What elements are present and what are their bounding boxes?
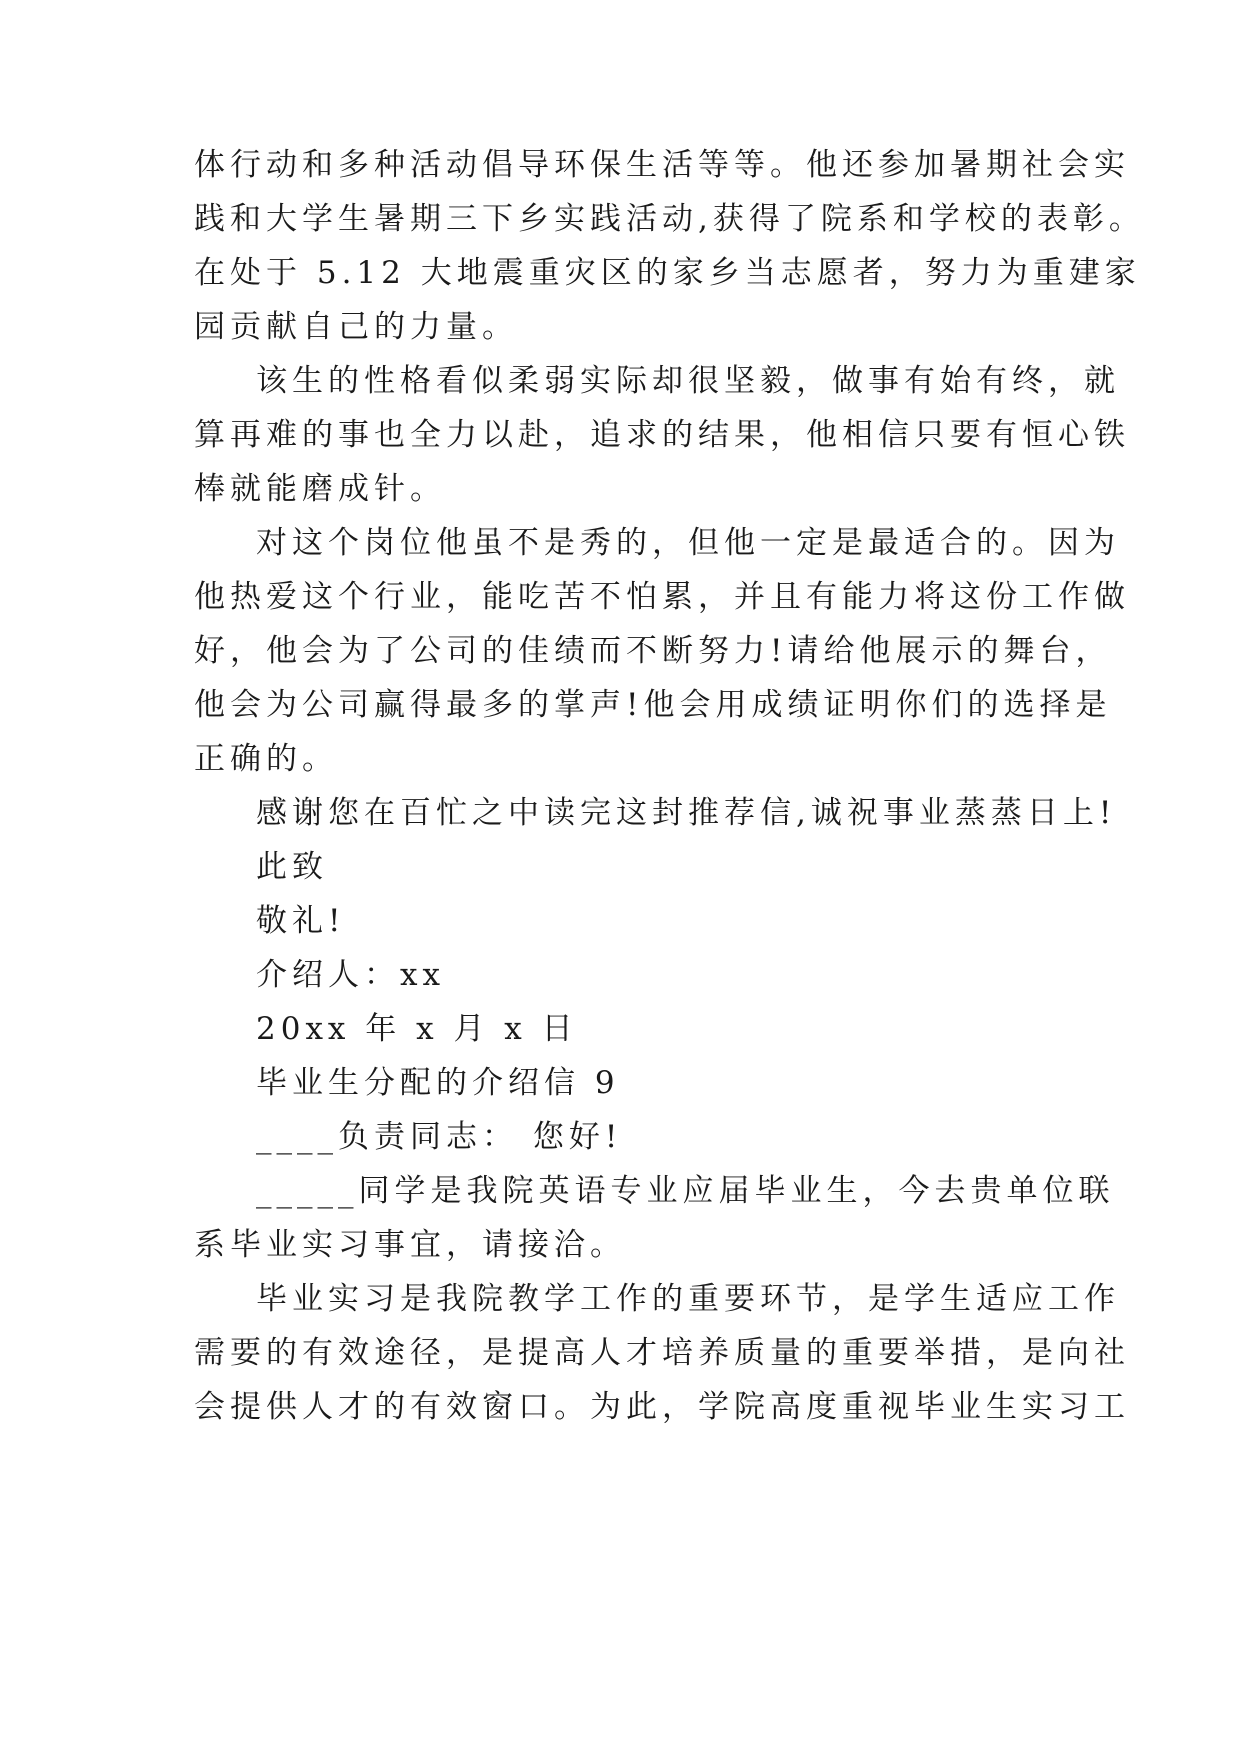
text-line: 毕业实习是我院教学工作的重要环节，是学生适应工作 [256, 1281, 1120, 1317]
text-line: 此致 [256, 849, 328, 885]
text-line: 园贡献自己的力量。 [194, 309, 518, 345]
text-line: 感谢您在百忙之中读完这封推荐信,诚祝事业蒸蒸日上! [256, 795, 1117, 831]
text-line: 他会为公司赢得最多的掌声!他会用成绩证明你们的选择是 [194, 687, 1112, 723]
text-line: 在处于 5.12 大地震重灾区的家乡当志愿者，努力为重建家 [194, 255, 1141, 291]
text-line: 践和大学生暑期三下乡实践活动,获得了院系和学校的表彰。 [194, 201, 1145, 237]
text-line: 正确的。 [194, 741, 338, 777]
text-line: 系毕业实习事宜，请接洽。 [194, 1227, 626, 1263]
text-line: 他热爱这个行业，能吃苦不怕累，并且有能力将这份工作做 [194, 579, 1130, 615]
text-line: 20xx 年 x 月 x 日 [256, 1011, 578, 1047]
text-line: 该生的性格看似柔弱实际却很坚毅，做事有始有终，就 [256, 363, 1120, 399]
text-line: 需要的有效途径，是提高人才培养质量的重要举措，是向社 [194, 1335, 1130, 1371]
text-line: ____负责同志： 您好! [256, 1119, 623, 1155]
text-line: 算再难的事也全力以赴，追求的结果，他相信只要有恒心铁 [194, 417, 1130, 453]
text-line: 棒就能磨成针。 [194, 471, 446, 507]
text-line: 体行动和多种活动倡导环保生活等等。他还参加暑期社会实 [194, 147, 1130, 183]
text-line: 介绍人：xx [256, 957, 445, 993]
text-line: 毕业生分配的介绍信 9 [256, 1065, 620, 1101]
text-line: _____同学是我院英语专业应届毕业生，今去贵单位联 [256, 1173, 1115, 1209]
text-line: 好，他会为了公司的佳绩而不断努力!请给他展示的舞台， [194, 633, 1112, 669]
text-line: 会提供人才的有效窗口。为此，学院高度重视毕业生实习工 [194, 1389, 1130, 1425]
text-line: 敬礼! [256, 903, 346, 939]
text-line: 对这个岗位他虽不是秀的，但他一定是最适合的。因为 [256, 525, 1120, 561]
